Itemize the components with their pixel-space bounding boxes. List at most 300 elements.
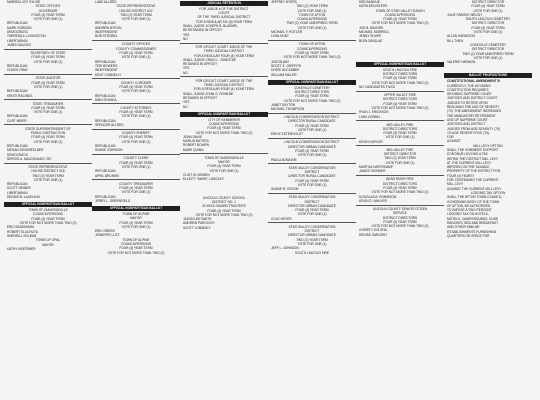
- contest-text: MAYOR: [130, 216, 142, 221]
- contest-text: VOTE FOR ONE (1): [121, 165, 151, 169]
- ballot-line: JERRY L. GREENFIELD: [95, 198, 131, 203]
- ballot-line: APRIL BRUNSKI: [95, 173, 120, 178]
- contest-divider: [180, 153, 268, 154]
- contest-text: DISTRICT DIRECTORS: [294, 89, 330, 94]
- contest-text: VOTE FOR ONE (1): [121, 114, 151, 119]
- ballot-line: ELLIOTT "MARK" LANGLEY: [183, 177, 224, 182]
- ballot-line: CHRIS HUCKABEE: [271, 68, 300, 73]
- contest-text: COKEVILLE CEMETERY: [469, 42, 507, 47]
- section-header: OFFICIAL NONPARTISAN BALLOT: [356, 62, 444, 67]
- contest-text: SOUTH LINCOLN FIRE: [294, 250, 329, 255]
- ballot-line: ROBERT SLACHUTA: [7, 229, 38, 234]
- ballot-line: LIBERTARIAN: [7, 38, 28, 43]
- contest-text: DIRECTOR URBAN CANDIDATE: [288, 144, 336, 149]
- ballot-line: ERIC BAGENHAM: [7, 225, 34, 230]
- contest-text: MILL LEVY OPTION: [473, 143, 503, 148]
- ballot-line: JANICE SKINNER: [359, 169, 386, 174]
- ballot-line: MARK GORDON: [7, 25, 32, 30]
- ballot-line: RANCHES, BED AND BREAKFAST: [447, 221, 499, 226]
- contest-text: VOTE FOR ONE (1): [33, 110, 63, 115]
- contest-text: FOUR (4) YEAR TERM: [31, 105, 65, 110]
- ballot-line: JUSTICES AND DISTRICT COURT: [447, 96, 498, 101]
- contest-text: TWO (2) YEAR TERM: [384, 156, 416, 161]
- ballot-line: JEFFREY BYERS: [271, 0, 297, 4]
- ballot-line: PROPERTY OF THE DISTRICT FOR: [447, 169, 501, 174]
- contest-text: COUNTY TREASURER: [119, 181, 153, 186]
- contest-text: COKEVILLE CEMETERY: [293, 85, 331, 90]
- contest-text: FOUR (4) YEAR TERM: [119, 110, 153, 115]
- contest-text: COUNTY SHERIFF: [122, 131, 150, 136]
- contest-text: FOR A REGULAR SIX (6) YEAR TERM: [196, 19, 252, 24]
- ballot-line: AT THE CURRENT MILL LEVY: [447, 160, 492, 165]
- contest-text: COUNCILPERSONS: [209, 121, 239, 126]
- ballot-line: BOB STROBEL: [95, 34, 118, 39]
- contest-text: FOR CIRCUIT COURT JUDGE OF THE: [195, 78, 253, 83]
- ballot-line: CHRISTY KOLSHA: [359, 228, 387, 233]
- contest-text: TOWN OF STAR VALLEY RANCH: [375, 8, 425, 13]
- ballot-line: LYNN HUNT: [271, 34, 290, 39]
- ballot-line: SHALL THE AFTON TOWN COUNCIL,: [447, 195, 503, 200]
- ballot-line: REPUBLICAN: [95, 21, 116, 26]
- ballot-line: MICHAEL THOMPSON: [271, 107, 305, 112]
- contest-divider: [356, 120, 444, 121]
- ballot-line: KATHLEEN BYERS: [359, 4, 388, 9]
- contest-text: FOUR (4) YEAR TERM: [383, 17, 417, 22]
- contest-text: LINCOLN COUNTY SCHOOL: [202, 195, 246, 200]
- contest-text: VOTE FOR ONE (1): [121, 17, 151, 22]
- contest-text: VOTE FOR NOT MORE THAN TWO (2): [371, 80, 429, 85]
- contest-text: DISTRICT: [304, 229, 320, 234]
- ballot-line: DEB BANGUE: [359, 0, 380, 4]
- contest-text: STAR VALLEY CONSERVATION: [288, 165, 336, 170]
- contest-text: FOUR (4) YEAR TERM: [31, 80, 65, 85]
- contest-text: DISTRICT DIRECTORS: [382, 72, 418, 77]
- contest-text: STAR VALLEY CONSERVATION: [288, 224, 336, 229]
- contest-text: COUNTY OFFICES: [121, 42, 151, 47]
- contest-text: TOWN OF ALPINE: [122, 211, 150, 216]
- ballot-line: KENT CONNELLY: [95, 72, 122, 77]
- spacer: [92, 203, 180, 205]
- contest-text: FOUR (4) YEAR TERM: [119, 185, 153, 190]
- contest-text: FOUR (4) YEAR TERM: [471, 4, 505, 9]
- ballot-line: DAIN SCHAKA: [95, 97, 117, 102]
- ballot-line: YES: [183, 100, 190, 105]
- ballot-line: YES: [183, 32, 190, 37]
- ballot-line: REACHING THE AGE OF SEVENTY: [447, 105, 500, 110]
- contest-text: FOUR (4) YEAR TERM: [207, 208, 241, 213]
- ballot-line: CURRENTLY, THE WYOMING: [447, 83, 491, 88]
- ballot-line: AND OTHER SIMILAR: [447, 225, 480, 230]
- contest-text: VOTE FOR ONE (1): [209, 168, 239, 173]
- ballot-line: AGE OF SUPREME COURT: [447, 117, 488, 122]
- contest-text: FOUR (4) YEAR TERM: [295, 149, 329, 154]
- contest-text: COUNCILPERSONS: [297, 46, 327, 51]
- ballot-line: LYAN VOSBEL: [359, 114, 381, 119]
- ballot-line: NO CANDIDATES FILED: [359, 84, 395, 89]
- section-header: OFFICIAL NONPARTISAN BALLOT: [92, 206, 180, 211]
- contest-text: VOTE FOR ONE (1): [33, 177, 63, 182]
- ballot-line: KEVIN HOPLER: [359, 139, 383, 144]
- ballot-line: JEFF L. JOHNSON: [271, 246, 299, 251]
- contest-text: FOUR (4) YEAR TERM: [295, 94, 329, 99]
- ballot-line: MARISSA JOY SYLVIE: [7, 0, 41, 4]
- ballot-column-3: [180, 0, 268, 400]
- contest-divider: [268, 138, 356, 139]
- contest-text: VOTE FOR ONE (1): [33, 139, 63, 144]
- ballot-line: REPUBLICAN: [95, 144, 116, 149]
- contest-text: VOTE FOR ONE (1): [33, 17, 63, 22]
- contest-text: TWO (2) YEAR TERM: [120, 12, 152, 17]
- ballot-line: AGAINST THE CURRENT MILL LEVY: [447, 186, 502, 191]
- ballot-line: REPUBLICAN: [7, 114, 28, 119]
- ballot-line: CURT MEIER: [7, 118, 27, 123]
- contest-text: PUBLIC INSTRUCTION: [30, 131, 66, 136]
- contest-text: FOUR (4) YEAR TERM: [119, 160, 153, 165]
- ballot-line: TERI BOWERS: [95, 63, 118, 68]
- contest-text: TOWN OF DIAMONDVILLE: [28, 208, 68, 213]
- ballot-line: SHALL JUDGE JOHN G. FENN BE: [183, 91, 234, 96]
- contest-text: FOUR (4) YEAR TERM: [295, 123, 329, 128]
- ballot-line: FOR CONTINUING THE CURRENT: [447, 178, 499, 183]
- ballot-line: REPUBLICAN: [95, 118, 116, 123]
- contest-text: FOUR (4) YEAR TERM: [119, 51, 153, 56]
- ballot-line: IMPOSED ON THE TAXABLE: [447, 165, 490, 170]
- ballot-line: GOVERNING BODY OF THE TOWN: [447, 199, 500, 204]
- contest-text: SERVICE: [393, 211, 407, 216]
- contest-divider: [4, 124, 92, 125]
- contest-text: VOTE FOR NOT MORE THAN TWO (2): [195, 212, 253, 217]
- contest-text: TWO (2) YEAR TERM: [296, 4, 328, 9]
- contest-text: COURT: [218, 11, 230, 16]
- ballot-line: SHANE JOHNSON: [95, 148, 123, 153]
- contest-text: DISTRICT DIRECTOR: [383, 152, 417, 157]
- contest-text: DIRECTOR URBAN CANDIDATE: [288, 233, 336, 238]
- ballot-line: MARTHA HAFERKAMP: [359, 165, 393, 170]
- ballot-line: ERICK ESTERHOLDT: [271, 132, 304, 137]
- ballot-line: JENNY SHUPE: [359, 34, 382, 39]
- contest-divider: [356, 205, 444, 206]
- section-header: BALLOT PROPOSITIONS: [444, 73, 532, 78]
- contest-text: VOTE FOR ONE (1): [121, 89, 151, 94]
- contest-divider: [180, 43, 268, 44]
- contest-text: FOUR (4) YEAR TERM: [383, 186, 417, 191]
- contest-text: FOR JUDGE # OF THE DISTRICT: [199, 6, 249, 11]
- contest-text: THIRD JUDICIAL DISTRICT: [203, 83, 245, 88]
- contest-divider: [92, 179, 180, 180]
- ballot-line: MICHAEL MORRELL: [359, 30, 390, 35]
- ballot-line: REPUBLICAN: [95, 169, 116, 174]
- contest-text: TWO (2) YEAR UNEXPIRED TERM: [286, 21, 338, 26]
- ballot-line: JUDGES FROM AGE SEVENTY (70): [447, 126, 500, 131]
- contest-divider: [268, 113, 356, 114]
- section-header: OFFICIAL NONPARTISAN BALLOT: [268, 80, 356, 85]
- ballot-line: QUARTERS OR SPACE FOR: [447, 233, 490, 238]
- contest-text: VOTE FOR NOT MORE THAN TWO (2): [107, 250, 165, 255]
- ballot-column-2: [92, 0, 180, 400]
- contest-text: COUNTY CLERK: [123, 156, 149, 161]
- ballot-line: MOTELS, CAMPGROUNDS, DUDE: [447, 216, 499, 221]
- ballot-line: FOUR (4) YEARS?: [447, 173, 475, 178]
- ballot-line: REPUBLICAN: [95, 194, 116, 199]
- ballot-line: JOE B. MAJORS: [359, 25, 384, 30]
- contest-divider: [356, 91, 444, 92]
- contest-text: STATE TREASURER: [32, 101, 64, 106]
- contest-text: FOUR (4) YEAR TERM: [119, 135, 153, 140]
- spacer: [180, 109, 268, 111]
- ballot-line: THE MANDATORY RETIREMENT: [447, 113, 496, 118]
- contest-text: MAYOR: [42, 242, 54, 247]
- contest-text: VOTE FOR NOT MORE THAN TWO (2): [371, 224, 429, 229]
- contest-text: FOUR (4) YEAR TERM: [383, 76, 417, 81]
- contest-text: VOTE FOR NOT MORE THAN TWO (2): [371, 105, 429, 110]
- ballot-line: REPUBLICAN: [95, 59, 116, 64]
- ballot-line: KATHY MORTIMER: [7, 246, 36, 251]
- contest-text: FOUR (4) YEAR TERM: [383, 219, 417, 224]
- ballot-line: JULIE FABONY WELSH: [447, 12, 482, 17]
- ballot-line: JUSTICES AND DISTRICT: [447, 122, 486, 127]
- contest-text: TOWN OF AFTON: [298, 42, 326, 47]
- ballot-line: BLEN DINGLAE: [359, 38, 383, 43]
- ballot-line: JARED BALDES: [7, 42, 31, 47]
- ballot-line: YES: [183, 66, 190, 71]
- ballot-line: TO IMPOSE A TWO PERCENT: [447, 208, 492, 213]
- ballot-line: MARLIN BATISTA: [183, 139, 209, 144]
- ballot-line: ANDREW BYRON: [95, 25, 122, 30]
- contest-text: FOUR (4) YEAR TERM: [383, 131, 417, 136]
- contest-text: MAYOR: [218, 160, 230, 165]
- ballot-column-5: [356, 0, 444, 400]
- contest-text: BEAR RIVER FIRE: [386, 177, 414, 182]
- contest-text: SOUTH LINCOLN CEMETERY: [465, 17, 511, 22]
- ballot-line: SHALL THE SOMMERS' SUPPORT: [447, 148, 499, 152]
- ballot-line: MILL LEVY: [447, 182, 464, 187]
- section-header: OFFICIAL NONPARTISAN BALLOT: [180, 112, 268, 117]
- contest-text: VOTE FOR ONE (1): [385, 135, 415, 140]
- ballot-column-4: [268, 0, 356, 400]
- contest-text: MID-VALLEY FIRE: [386, 147, 414, 152]
- contest-text: DISTRICT NO. 1: [212, 199, 236, 204]
- contest-divider: [92, 129, 180, 130]
- contest-text: HOUSE DISTRICT #18: [31, 169, 65, 174]
- contest-text: LINCOLN COUNTY SENIOR CITIZEN: [372, 206, 428, 211]
- contest-text: SECRETARY OF STATE: [30, 51, 66, 56]
- contest-text: TOWN OF OPAL: [35, 238, 61, 243]
- contest-text: FOUR (4) YEAR TERM: [119, 84, 153, 89]
- contest-text: VOTE FOR ONE (1): [297, 25, 327, 30]
- contest-text: FOUR (4) YEAR TERM: [383, 101, 417, 106]
- contest-divider: [268, 40, 356, 41]
- ballot-line: MARK QUINN: [183, 147, 204, 152]
- contest-text: STATE REPRESENTATIVE: [116, 4, 156, 9]
- ballot-line: DOUGLAS A. ROBINSON: [359, 194, 397, 199]
- contest-text: TOWN OF ALPINE: [122, 237, 150, 242]
- contest-text: VOTE FOR ONE (1): [33, 59, 63, 64]
- contest-text: FOUR (4) YEAR TERM: [119, 246, 153, 251]
- contest-text: VOTE FOR ONE (1): [297, 8, 327, 13]
- contest-text: TWO (2) YEAR TERM: [296, 237, 328, 242]
- ballot-line: VALERIE HARMON: [447, 60, 476, 65]
- contest-text: FOUR (4) YEAR TERM: [295, 178, 329, 183]
- ballot-line: NO: [183, 70, 188, 75]
- spacer: [356, 59, 444, 61]
- contest-text: VOTE FOR NOT MORE THAN TWO (2): [371, 21, 429, 26]
- contest-text: DISTRICT DIRECTORS: [382, 181, 418, 186]
- contest-divider: [4, 49, 92, 50]
- contest-text: COUNCILPERSONS: [121, 242, 151, 247]
- contest-text: DIRECTOR URBAN CANDIDATE: [288, 203, 336, 208]
- ballot-line: CONTINUE LEVYING A TAX: [447, 152, 488, 157]
- contest-text: FOUR (4) YEAR TERM: [207, 164, 241, 169]
- ballot-line: OF AFTON, BE AUTHORIZED: [447, 203, 491, 208]
- contest-divider: [92, 78, 180, 79]
- contest-text: LINCOLN CONSERVATION DISTRICT: [284, 115, 340, 120]
- ballot-line: MICHAEL F. RUTLER: [271, 30, 303, 35]
- ballot-line: SERGIO A. MALDONADO, SR.: [7, 156, 52, 161]
- contest-text: COUNCILPERSONS: [33, 212, 63, 217]
- contest-text: GOVERNOR: [38, 8, 58, 13]
- ballot-line: COLE HEYER: [271, 216, 292, 221]
- ballot-line: ERIC GREEN: [95, 229, 115, 234]
- contest-text: CITY OF KEMMERER: [208, 117, 240, 122]
- contest-text: FOUR (4) YEAR TERM: [295, 51, 329, 56]
- ballot-line: BILL THEN: [447, 38, 463, 43]
- contest-text: SCHOOL BOARD TRUSTEES: [202, 204, 246, 209]
- ballot-line: DENISE SARGENT: [359, 232, 388, 237]
- contest-text: VOTE FOR ONE (1): [473, 8, 503, 13]
- contest-text: STATE AUDITOR: [35, 76, 61, 81]
- spacer: [444, 70, 532, 72]
- contest-text: FOUR (4) YEAR TERM: [31, 12, 65, 17]
- contest-text: VOTE FOR NOT MORE THAN TWO (2): [195, 130, 253, 135]
- contest-text: VOTE FOR ONE (1): [473, 30, 503, 35]
- ballot-line: WYOMING SUPREME COURT: [447, 92, 492, 97]
- contest-text: COUNTY CORONER: [120, 80, 152, 85]
- ballot-line: JENNIFER LUTZ: [95, 233, 120, 238]
- ballot-line: REPUBLICAN: [95, 93, 116, 98]
- contest-divider: [180, 76, 268, 77]
- contest-divider: [4, 74, 92, 75]
- contest-text: COUNTY ATTORNEY: [120, 105, 152, 110]
- ballot-line: PAULA BOWLINE: [271, 157, 297, 162]
- ballot-line: RYAN J. ERICKSON: [359, 110, 389, 115]
- ballot-line: ROBERT BOWEN: [183, 143, 210, 148]
- contest-text: FOUR (4) YEAR TERM: [207, 126, 241, 131]
- ballot-line: SCOTT HEINER: [7, 186, 31, 191]
- contest-text: MID-VALLEY FIRE: [386, 122, 414, 127]
- ballot-line: INDEPENDENT: [95, 68, 118, 73]
- contest-text: VOTE FOR ONE (1): [33, 84, 63, 89]
- contest-divider: [92, 103, 180, 104]
- ballot-line: ALLAN HARWOOD: [447, 34, 475, 39]
- ballot-line: ESTABLISHMENTS FURNISHING: [447, 229, 497, 234]
- contest-divider: [4, 99, 92, 100]
- ballot-line: FOR: [447, 135, 454, 140]
- contest-text: VOTE FOR ONE (1): [121, 139, 151, 144]
- contest-text: VOTE FOR ONE (1): [121, 190, 151, 195]
- contest-text: FOUR (4) YEAR TERM: [295, 208, 329, 213]
- ballot-line: DEMOCRATIC: [7, 152, 29, 157]
- contest-text: FOUR (4) YEAR TERM: [119, 220, 153, 225]
- section-header: JUDICIAL RETENTION: [180, 1, 268, 6]
- contest-text: OF THE THIRD JUDICIAL DISTRICT: [197, 15, 251, 20]
- contest-divider: [4, 163, 92, 164]
- contest-text: DISTRICT: [304, 199, 320, 204]
- ballot-line: SCOTT E. GRIFFITH: [271, 63, 302, 68]
- contest-text: DISTRICT DIRECTOR: [471, 0, 505, 4]
- ballot-line: REPUBLICAN: [7, 89, 28, 94]
- ballot-line: THERESA A. LIVINGSTON: [7, 34, 46, 39]
- ballot-line: RETAINED IN OFFICE?: [183, 62, 218, 67]
- contest-text: VOTE FOR NOT MORE THAN TWO (2): [19, 221, 77, 226]
- contest-text: THIRD JUDICIAL DISTRICT: [203, 49, 245, 54]
- contest-divider: [356, 175, 444, 176]
- contest-text: VOTE FOR ONE (1): [297, 128, 327, 133]
- ballot-line: REPUBLICAN: [7, 144, 28, 149]
- contest-text: FOUR (4) YEAR TERM: [31, 55, 65, 60]
- contest-text: COUNTY COMMISSIONER: [116, 46, 156, 51]
- contest-divider: [268, 163, 356, 164]
- contest-divider: [356, 145, 444, 146]
- contest-text: VOTE FOR ONE (1): [121, 55, 151, 60]
- ballot-line: JUDGES TO RETIRE UPON: [447, 100, 488, 105]
- contest-text: TOWN OF AFTON: [298, 12, 326, 17]
- ballot-line: NO: [183, 104, 188, 109]
- ballot-line: CHUCK GRAY: [7, 68, 29, 73]
- ballot-line: JASON LEE SMITH: [183, 217, 212, 222]
- contest-text: VOTE FOR ONE (1): [297, 242, 327, 247]
- contest-text: FOUR (4) YEAR TERM: [31, 135, 65, 140]
- ballot-line: CONSTITUTIONAL AMENDMENT B: [447, 79, 500, 84]
- spacer: [4, 199, 92, 201]
- ballot-line: AGAINST: [447, 139, 461, 144]
- ballot-line: SHALL JUDGE CRAIG L. JONES BE: [183, 57, 236, 62]
- contest-text: TWO (2) YEAR TERM: [32, 173, 64, 178]
- ballot-line: REPUBLICAN: [7, 182, 28, 187]
- contest-text: UPPER VALLEY FIRE: [384, 93, 416, 98]
- contest-text: DISTRICT DIRECTORS: [382, 97, 418, 102]
- ballot-line: JUSTIN BAY: [271, 59, 290, 64]
- contest-text: VOTE FOR ONE (1): [121, 224, 151, 229]
- contest-text: STAR VALLEY CONSERVATION: [288, 195, 336, 200]
- ballot-line: LIBERTARIAN: [7, 190, 28, 195]
- ballot-line: INDEPENDENT: [95, 30, 118, 35]
- contest-text: STATE OFFICES: [35, 4, 61, 9]
- contest-text: DIRECTOR RURAL CANDIDATE: [288, 174, 336, 179]
- contest-text: COUNCILPERSONS: [385, 12, 415, 17]
- contest-text: DIRECTOR RURAL CANDIDATE: [288, 119, 336, 124]
- ballot-line: DENNIS B. LAUGHLIN: [7, 195, 40, 200]
- contest-text: VOTE FOR ONE (1): [297, 182, 327, 187]
- contest-text: STATE SUPERINTENDENT OF: [25, 126, 71, 131]
- ballot-line: TO AGE SEVENTY-FIVE (75).: [447, 130, 490, 135]
- contest-text: VOTE FOR ONE (1): [385, 160, 415, 165]
- ballot-line: SPENCER ALLRED: [95, 123, 124, 128]
- contest-text: VOTE FOR ONE (1): [297, 212, 327, 217]
- contest-text: STATE REPRESENTATIVE: [28, 165, 68, 169]
- ballot-column-1: [4, 0, 92, 400]
- contest-text: FOUR (4) YEAR TERM: [31, 216, 65, 221]
- contest-text: HOUSE DISTRICT #22: [119, 8, 153, 13]
- contest-text: FOR CIRCUIT COURT JUDGE OF THE: [195, 44, 253, 49]
- spacer: [268, 77, 356, 79]
- ballot-line: ANDREW PAROVICH: [183, 221, 215, 226]
- contest-text: LODGING TAX OPTION: [470, 190, 506, 195]
- contest-text: COUNCILPERSONS: [297, 17, 327, 22]
- ballot-line: JOHN DAVIS: [183, 134, 202, 139]
- contest-text: TWO (2) YEAR UNEXPIRED TERM: [462, 51, 514, 56]
- ballot-line: KEVIN D. WALKER: [359, 198, 387, 203]
- ballot-line: CLINT W. BOWEN: [183, 173, 210, 178]
